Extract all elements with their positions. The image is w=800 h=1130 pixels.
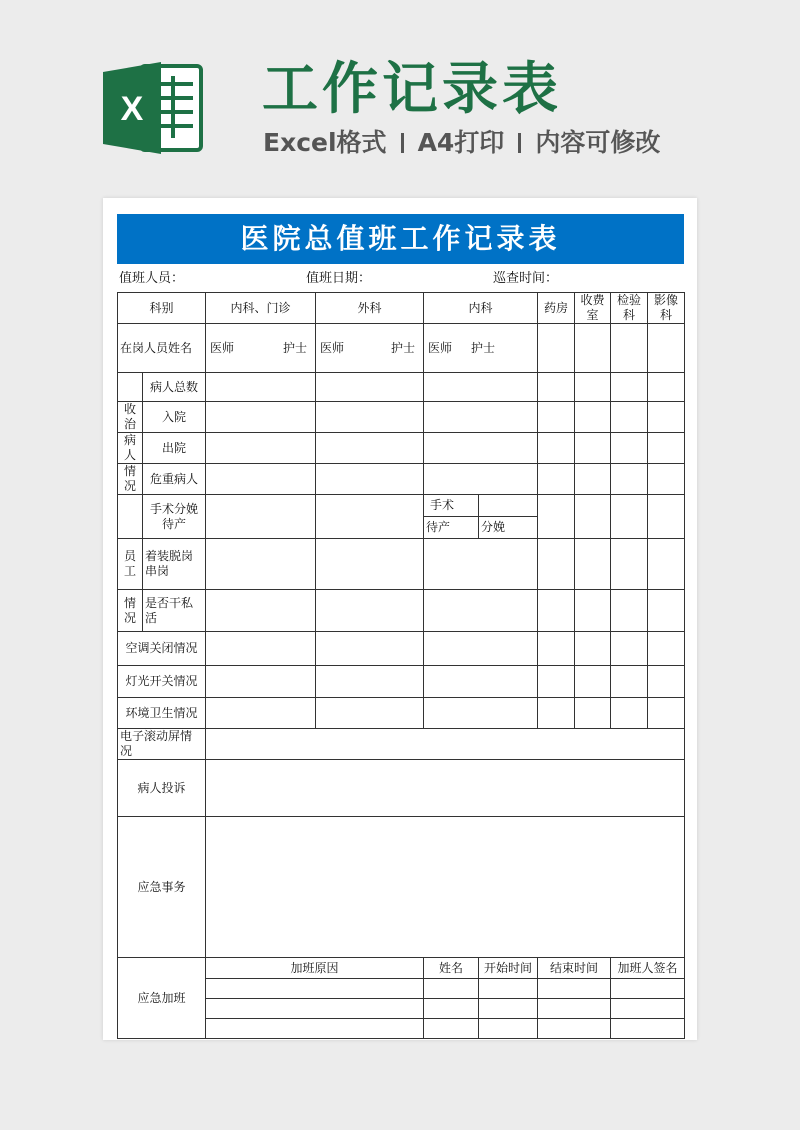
cell[interactable] bbox=[575, 698, 611, 729]
patients-group-blank bbox=[118, 495, 143, 539]
cell[interactable] bbox=[479, 495, 538, 517]
header-cashier: 收费室 bbox=[575, 293, 611, 324]
cell[interactable] bbox=[538, 632, 575, 666]
duty-date-label: 值班日期： bbox=[306, 271, 372, 286]
overtime-reason-header: 加班原因 bbox=[206, 958, 424, 979]
overtime-label: 应急加班 bbox=[118, 958, 206, 1039]
overtime-signature-header: 加班人签名 bbox=[611, 958, 685, 979]
cell[interactable] bbox=[575, 666, 611, 698]
header-department: 科别 bbox=[118, 293, 206, 324]
cell[interactable] bbox=[538, 666, 575, 698]
staff-names-row bbox=[118, 324, 685, 373]
patients-total-label: 病人总数 bbox=[143, 373, 206, 402]
cell[interactable] bbox=[424, 999, 479, 1019]
nurse-label: 护士 bbox=[471, 340, 496, 355]
cell[interactable] bbox=[316, 464, 424, 495]
doctor-label: 医师 bbox=[428, 340, 453, 355]
nurse-label: 护士 bbox=[391, 340, 416, 355]
cell[interactable] bbox=[538, 698, 575, 729]
cell[interactable] bbox=[538, 433, 575, 464]
cell[interactable] bbox=[424, 590, 538, 632]
patients-admit-row bbox=[118, 402, 685, 433]
patients-group-3: 情况 bbox=[118, 464, 143, 495]
cell[interactable] bbox=[206, 433, 316, 464]
env-row bbox=[118, 698, 685, 729]
light-row bbox=[118, 666, 685, 698]
overtime-end-header: 结束时间 bbox=[538, 958, 611, 979]
patients-discharge-row bbox=[118, 433, 685, 464]
cell[interactable] bbox=[206, 729, 685, 760]
surgery-delivery-label: 手术分娩待产 bbox=[143, 495, 206, 539]
cell[interactable] bbox=[424, 402, 538, 433]
cell[interactable] bbox=[424, 433, 538, 464]
cell[interactable] bbox=[648, 698, 685, 729]
patients-group-blank bbox=[118, 373, 143, 402]
staff-check-group-1: 员工 bbox=[118, 539, 143, 590]
cell[interactable] bbox=[648, 632, 685, 666]
cell[interactable] bbox=[538, 464, 575, 495]
pending-delivery-label: 待产 bbox=[424, 517, 479, 539]
cell[interactable] bbox=[648, 495, 685, 539]
patients-critical-row bbox=[118, 464, 685, 495]
cell[interactable] bbox=[538, 979, 611, 999]
cell[interactable] bbox=[575, 632, 611, 666]
cell[interactable] bbox=[575, 590, 611, 632]
cell[interactable] bbox=[575, 539, 611, 590]
delivery-label: 分娩 bbox=[479, 517, 538, 539]
surgery-label: 手术 bbox=[424, 495, 479, 517]
ac-label: 空调关闭情况 bbox=[118, 632, 206, 666]
cell[interactable] bbox=[206, 760, 685, 817]
patients-discharge-label: 出院 bbox=[143, 433, 206, 464]
cell[interactable] bbox=[538, 402, 575, 433]
internal-clinic-staff bbox=[206, 324, 316, 373]
cell[interactable] bbox=[648, 590, 685, 632]
cell[interactable] bbox=[648, 666, 685, 698]
subtitle-format: Excel格式 bbox=[263, 128, 387, 157]
cell[interactable] bbox=[611, 464, 648, 495]
patients-group-2: 病人 bbox=[118, 433, 143, 464]
header-internal: 内科 bbox=[424, 293, 538, 324]
cell[interactable] bbox=[316, 590, 424, 632]
cell[interactable] bbox=[316, 402, 424, 433]
env-label: 环境卫生情况 bbox=[118, 698, 206, 729]
subtitle-separator bbox=[518, 133, 521, 153]
duty-record-table bbox=[117, 292, 685, 1039]
cell[interactable] bbox=[424, 698, 538, 729]
cell[interactable] bbox=[206, 666, 316, 698]
header-imaging: 影像科 bbox=[648, 293, 685, 324]
screen-row bbox=[118, 729, 685, 760]
nurse-label: 护士 bbox=[283, 340, 308, 355]
light-label: 灯光开关情况 bbox=[118, 666, 206, 698]
cell[interactable] bbox=[538, 590, 575, 632]
cell[interactable] bbox=[611, 1019, 685, 1039]
header-pharmacy: 药房 bbox=[538, 293, 575, 324]
cell[interactable] bbox=[611, 539, 648, 590]
cell[interactable] bbox=[538, 539, 575, 590]
cell[interactable] bbox=[316, 433, 424, 464]
inspect-time-label: 巡查时间： bbox=[493, 271, 559, 286]
cell[interactable] bbox=[611, 999, 685, 1019]
patients-critical-label: 危重病人 bbox=[143, 464, 206, 495]
overtime-name-header: 姓名 bbox=[424, 958, 479, 979]
cell[interactable] bbox=[316, 666, 424, 698]
surgery-staff bbox=[316, 324, 424, 373]
header-surgery: 外科 bbox=[316, 293, 424, 324]
cell[interactable] bbox=[206, 464, 316, 495]
ac-row bbox=[118, 632, 685, 666]
cell[interactable] bbox=[538, 1019, 611, 1039]
cell[interactable] bbox=[648, 539, 685, 590]
excel-logo-letter: X bbox=[120, 90, 144, 128]
cell[interactable] bbox=[206, 1019, 424, 1039]
cell[interactable] bbox=[538, 324, 575, 373]
form-title: 医院总值班工作记录表 bbox=[117, 214, 684, 264]
cell[interactable] bbox=[648, 324, 685, 373]
private-work-row bbox=[118, 590, 685, 632]
doctor-label: 医师 bbox=[320, 340, 345, 355]
cell[interactable] bbox=[424, 1019, 479, 1039]
cell[interactable] bbox=[424, 666, 538, 698]
cell[interactable] bbox=[648, 402, 685, 433]
cell[interactable] bbox=[538, 495, 575, 539]
cell[interactable] bbox=[206, 539, 316, 590]
cell[interactable] bbox=[206, 373, 316, 402]
header-internal-clinic: 内科、门诊 bbox=[206, 293, 316, 324]
cell[interactable] bbox=[424, 979, 479, 999]
uniform-label: 着装脱岗串岗 bbox=[143, 539, 206, 590]
subtitle-separator bbox=[401, 133, 404, 153]
cell[interactable] bbox=[611, 324, 648, 373]
cell[interactable] bbox=[206, 495, 316, 539]
cell[interactable] bbox=[611, 495, 648, 539]
cell[interactable] bbox=[316, 373, 424, 402]
cell[interactable] bbox=[316, 539, 424, 590]
emergency-label: 应急事务 bbox=[118, 817, 206, 958]
cell[interactable] bbox=[479, 979, 538, 999]
cell[interactable] bbox=[424, 539, 538, 590]
cell[interactable] bbox=[611, 402, 648, 433]
cell[interactable] bbox=[206, 590, 316, 632]
emergency-row bbox=[118, 817, 685, 958]
cell[interactable] bbox=[424, 632, 538, 666]
cell[interactable] bbox=[648, 464, 685, 495]
cell[interactable] bbox=[206, 817, 685, 958]
cell[interactable] bbox=[575, 464, 611, 495]
private-work-label: 是否干私活 bbox=[143, 590, 206, 632]
cell[interactable] bbox=[648, 433, 685, 464]
header-lab: 检验科 bbox=[611, 293, 648, 324]
cell[interactable] bbox=[538, 999, 611, 1019]
cell[interactable] bbox=[206, 698, 316, 729]
cell[interactable] bbox=[575, 373, 611, 402]
cell[interactable] bbox=[611, 666, 648, 698]
cell[interactable] bbox=[206, 632, 316, 666]
cell[interactable] bbox=[611, 979, 685, 999]
cell[interactable] bbox=[611, 698, 648, 729]
overtime-start-header: 开始时间 bbox=[479, 958, 538, 979]
cell[interactable] bbox=[575, 495, 611, 539]
uniform-row bbox=[118, 539, 685, 590]
surgery-delivery-row-top bbox=[118, 495, 685, 517]
cell[interactable] bbox=[206, 999, 424, 1019]
complaints-row bbox=[118, 760, 685, 817]
internal-staff bbox=[424, 324, 538, 373]
excel-logo-icon bbox=[103, 58, 203, 158]
patients-admit-label: 入院 bbox=[143, 402, 206, 433]
cell[interactable] bbox=[611, 590, 648, 632]
cell[interactable] bbox=[316, 698, 424, 729]
cell[interactable] bbox=[611, 632, 648, 666]
screen-label: 电子滚动屏情况 bbox=[118, 729, 206, 760]
cell[interactable] bbox=[316, 632, 424, 666]
banner-subtitle bbox=[263, 126, 660, 160]
banner-title: 工作记录表 bbox=[262, 57, 562, 122]
duty-staff-label: 值班人员： bbox=[119, 271, 185, 286]
patients-total-row bbox=[118, 373, 685, 402]
cell[interactable] bbox=[611, 433, 648, 464]
staff-names-label: 在岗人员姓名 bbox=[118, 324, 206, 373]
overtime-header-row bbox=[118, 958, 685, 979]
complaints-label: 病人投诉 bbox=[118, 760, 206, 817]
doctor-label: 医师 bbox=[210, 340, 235, 355]
table-header-row bbox=[118, 293, 685, 324]
cell[interactable] bbox=[538, 373, 575, 402]
cell[interactable] bbox=[648, 373, 685, 402]
subtitle-edit: 内容可修改 bbox=[535, 128, 661, 157]
cell[interactable] bbox=[479, 999, 538, 1019]
cell[interactable] bbox=[479, 1019, 538, 1039]
cell[interactable] bbox=[316, 495, 424, 539]
cell[interactable] bbox=[424, 373, 538, 402]
cell[interactable] bbox=[206, 979, 424, 999]
cell[interactable] bbox=[575, 433, 611, 464]
subtitle-print: A4打印 bbox=[417, 128, 505, 157]
cell[interactable] bbox=[424, 464, 538, 495]
cell[interactable] bbox=[575, 402, 611, 433]
patients-group-1: 收治 bbox=[118, 402, 143, 433]
cell[interactable] bbox=[575, 324, 611, 373]
cell[interactable] bbox=[611, 373, 648, 402]
cell[interactable] bbox=[206, 402, 316, 433]
staff-check-group-2: 情况 bbox=[118, 590, 143, 632]
